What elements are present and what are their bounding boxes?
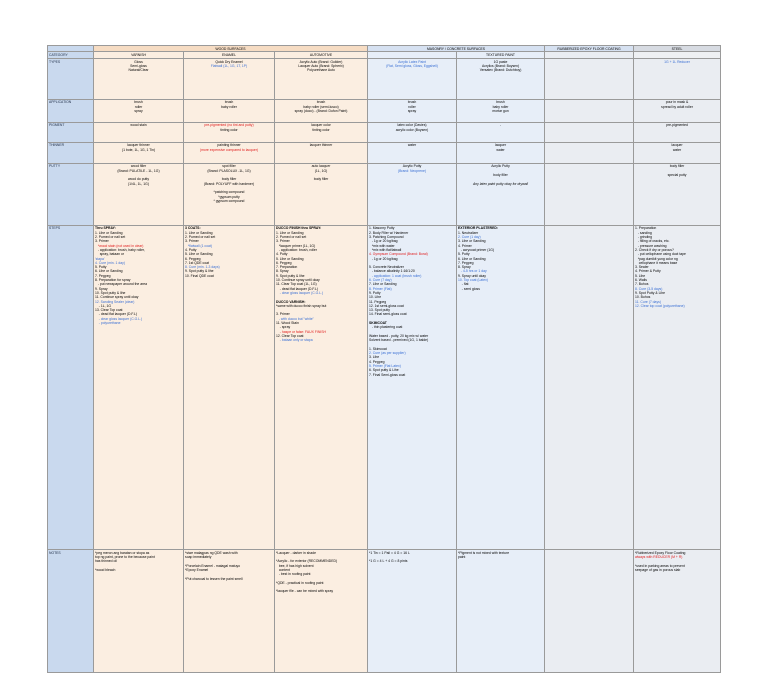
steps-heading: EXTERIOR PLASTERED: (458, 226, 498, 231)
step-line: 5. Putty (95, 265, 107, 270)
types-line: Acrylic Auto (Brand: Guilder) (299, 59, 343, 64)
category-cell (634, 52, 721, 59)
pigment-line: - (499, 123, 502, 128)
category-cell: VARNISH (94, 52, 184, 59)
step-line: 6. Lihe or Sanding (95, 269, 123, 274)
pigment-cell (545, 122, 634, 142)
steps-cell (275, 225, 368, 549)
step-line: 9. Spot putty & lihe (276, 273, 305, 278)
putty-line: (Brand: PLASOLUX -1L, 1G) (207, 168, 251, 173)
step-line: 2. Pumed or nail set (95, 235, 126, 240)
notes-line: *Lacquer - darker in shade (276, 550, 316, 555)
row-label-pigment: PIGMENT (48, 122, 94, 142)
types-line: Semi-gloss (130, 64, 147, 69)
step-line: 7. Pegpeg (95, 273, 111, 278)
step-line: 2. Cure (1 day) (458, 235, 481, 240)
step-line: 7. Lihe or Sanding (369, 282, 397, 287)
thinner-cell (457, 142, 545, 163)
types-line: 1G + 1L Reducer (664, 59, 690, 64)
thinner-line: lacquer thinner (127, 143, 150, 148)
application-line: brush (134, 100, 143, 105)
step-line: 4. Putty (185, 247, 197, 252)
step-line: - put cellophane using duct tape (635, 252, 686, 257)
step-line: 12. Sanding Sealer (clear) (95, 299, 135, 304)
step-line: - bataan only or stapa (276, 338, 313, 343)
step-line: 1. Lihe or Sanding (185, 230, 213, 235)
category-row (48, 52, 721, 59)
step-line: - flat (458, 282, 469, 287)
putty-line: *gypsum putty (218, 194, 240, 199)
step-line: 11. Pegpeg (369, 299, 387, 304)
step-line: 10. Continue spray until okay (276, 278, 320, 283)
step-line: 8. Cure (3-5 days) (635, 286, 663, 291)
putty-line: wood do putty (127, 177, 150, 182)
notes-line: *wood bleach (95, 567, 116, 572)
putty-cell (368, 163, 457, 225)
putty-line: Acrylic Putty (402, 164, 422, 169)
notes-line: - best in roofing paint (276, 572, 311, 577)
thinner-line: (more expensive compared to lacquer) (199, 147, 259, 152)
steps-row (48, 225, 721, 549)
types-line: Polyurethane Auto (307, 68, 335, 73)
step-line: 5. Concrete Neutralizer (369, 265, 404, 270)
putty-line: special putty (667, 173, 687, 178)
step-line: - grinding (635, 235, 652, 240)
step-line: - with ducco but "white" (276, 316, 314, 321)
step-line: - application: brush, roller (276, 247, 317, 252)
notes-cell (94, 550, 184, 672)
notes-line: seepage of gas in porous slab (635, 567, 681, 572)
notes-line: *1 G = 4 L + 4 G = 8 pints (369, 559, 408, 564)
putty-cell (634, 163, 721, 225)
putty-line: body filler (493, 173, 508, 178)
step-line: 13. Clear Top coat (95, 308, 123, 313)
row-label-application: APPLICATION (48, 99, 94, 122)
types-cell (634, 59, 721, 100)
notes-line: *Put charcoal to lessen the paint smell (185, 576, 243, 581)
pigment-cell (275, 122, 368, 142)
steps-cell (368, 225, 457, 549)
category-cell: TEXTURED PAINT (457, 52, 545, 59)
types-line: Versatex (Brand: Dutchboy) (479, 68, 522, 73)
step-line: 3. Primer (276, 312, 290, 317)
row-label-types: TYPES (48, 59, 94, 100)
step-line: 'stapa' (95, 256, 105, 261)
step-line: 10. Spot putty & lihe (95, 290, 126, 295)
thinner-line: water (496, 147, 505, 152)
notes-cell (184, 550, 275, 672)
group-steel: STEEL (634, 46, 721, 52)
notes-line: content (276, 567, 290, 572)
pigment-line: acrylic color (Boysen) (395, 127, 429, 132)
row-label-putty: PUTTY (48, 163, 94, 225)
application-line: spray (407, 109, 417, 114)
step-line: 5. Lihe or Sanding (185, 252, 213, 257)
step-line: *mix with water (369, 243, 395, 248)
application-cell (94, 99, 184, 122)
putty-line: (1L, 1G) (314, 168, 328, 173)
application-line: spray (134, 109, 143, 114)
step-line: - 4-5 hrs or 1 day (458, 269, 487, 274)
step-line: 7. Final Semi-gloss coat (369, 372, 406, 377)
step-line: 13. Spot putty (369, 308, 390, 313)
step-line: - dead flat lacquer (D.F.L) (95, 312, 138, 317)
step-line: DUCCO VARNISH: (276, 299, 306, 304)
application-line: spread by adult roller (661, 104, 693, 109)
step-line: 6. Pegpeg (185, 256, 201, 261)
group-masonry: MASONRY / CONCRETE SURFACES (368, 46, 545, 52)
types-cell (545, 59, 634, 100)
notes-cell (457, 550, 545, 672)
step-line: 11. Cure (7 days) (635, 299, 661, 304)
step-line: - pressure washing (635, 243, 667, 248)
step-line: 3. Lihe (369, 355, 380, 360)
step-line: 12. Clear top coat (polyurethane) (635, 303, 685, 308)
step-line: 12. 1st semi-gloss coat (369, 303, 404, 308)
notes-line: *lacquer file - can be mixed with spray (276, 589, 334, 594)
notes-line: *Rubberized Epoxy Floor Coating (635, 550, 686, 555)
notes-line: *Acrylic - for exterior (RECOMMENDED) (276, 559, 338, 564)
thinner-cell (545, 142, 634, 163)
step-line: 3. Patching Compound (369, 235, 404, 240)
row-label-category: CATEGORY (48, 52, 94, 59)
step-line: 2. Pumed or nail set (276, 235, 307, 240)
thinner-line: lacquer (671, 143, 683, 148)
step-line: cellophane it means base (635, 260, 678, 265)
notes-line: *siwe malagpas ng QDE wash with (185, 550, 238, 555)
step-line: - acrycoat primer (1G) (458, 247, 495, 252)
pigment-line: tinting color (312, 127, 330, 132)
application-line: brush (224, 100, 234, 105)
steps-heading: Thru SPRAY: (95, 226, 116, 231)
thinner-line: water (407, 143, 417, 148)
step-line: - filling of cracks, etc. (635, 239, 670, 244)
thinner-line: lacquer thinner (309, 143, 333, 148)
group-wood: WOOD SURFACES (94, 46, 368, 52)
notes-cell (275, 550, 368, 672)
application-line: brush (407, 100, 417, 105)
application-cell (545, 99, 634, 122)
step-line: 14. Final semi-gloss coat (369, 312, 407, 317)
putty-line: (Brand: POLYUFF with hardener) (203, 181, 255, 186)
step-line: *same with ducco finish spray but (276, 303, 327, 308)
row-label-notes: NOTES (48, 550, 94, 672)
application-cell (457, 99, 545, 122)
step-line: 9. Spray until okay (458, 273, 486, 278)
step-line: 4. Cure (min. 1 day) (95, 260, 125, 265)
step-line: - application: 1 coat (brush roller) (369, 273, 422, 278)
putty-row (48, 163, 721, 225)
steps-heading: DUCCO FINISH thru SPRAY: (276, 226, 322, 231)
step-line: - spray (276, 325, 291, 330)
step-line: 7. Pegpeg (458, 260, 474, 265)
pigment-cell (457, 122, 545, 142)
step-line: 4. Gympsum Compound (Brand: Boral) (369, 252, 428, 257)
category-cell (368, 52, 457, 59)
step-line: 4. Primer & Putty (635, 269, 661, 274)
step-line: 8. Cure (min. 1-3 days) (185, 265, 220, 270)
notes-cell (368, 550, 457, 672)
step-line: 9. Spot Putty & Lihe (635, 290, 665, 295)
step-line: - 1g or 20 kg/bag (369, 256, 398, 261)
step-line: 7. Preparation (276, 265, 298, 270)
putty-line: auto lacquer (311, 164, 331, 169)
application-cell (368, 99, 457, 122)
step-line: 5. Lihe (635, 273, 646, 278)
pigment-cell (184, 122, 275, 142)
putty-line: body filler (313, 177, 329, 182)
thinner-line: painting thinner (217, 143, 241, 148)
step-line: - clear gloss lacquer (C.G.L.) (95, 316, 143, 321)
application-line: brush (316, 100, 326, 105)
step-line: Solvent based - premixed (1G, 1 balde) (369, 338, 429, 343)
notes-row (48, 550, 721, 672)
types-cell (94, 59, 184, 100)
step-line: 8. Preparation for spray (95, 278, 131, 283)
step-line: - application: brush, baby roller, (95, 247, 145, 252)
step-line: 1. Preparation (635, 226, 657, 231)
putty-line: Any latex paint putty okay for drywall (473, 181, 529, 186)
step-line: - balance alkalinity 1:16/1:20 (369, 269, 415, 274)
application-line: roller (134, 104, 143, 109)
notes-line: soap immediately (185, 555, 212, 560)
steps-heading: 3 COATS: (185, 226, 201, 231)
notes-line: *Pigment is not mixed with texture (458, 550, 510, 555)
putty-cell (545, 163, 634, 225)
pigment-cell (94, 122, 184, 142)
notes-line: *1 Tin = 1 Pail = 4 G = 16 L (369, 550, 410, 555)
row-label-steps: STEPS (48, 225, 94, 549)
step-line: - put newspaper around the area (95, 282, 148, 287)
notes-line: always with REDUCER (M + R) (635, 555, 683, 560)
step-line: 11. Clear Top coat (1L, 1G) (276, 282, 317, 287)
pigment-cell (634, 122, 721, 142)
notes-line: paint (458, 555, 466, 560)
notes-line: *Epoxy Enamel (185, 567, 209, 572)
step-line: 1. Neutralizer (458, 230, 479, 235)
types-line: Acrylics (Brand: Boysen) (481, 64, 520, 69)
steps-cell (634, 225, 721, 549)
steps-cell (545, 225, 634, 549)
pigment-cell (368, 122, 457, 142)
step-line: spray, bataan or (95, 252, 124, 257)
putty-line: (1/4L, 1L, 1G) (128, 181, 149, 186)
step-line: 6. Cure (7 day) (369, 278, 392, 283)
pigment-line: wood stain (130, 123, 147, 128)
step-line: - polyurethane (95, 321, 121, 325)
application-line: spray (duco) - (Brand: Dufon Paint) (294, 109, 348, 114)
putty-cell (184, 163, 275, 225)
types-line: Natural/Clear (128, 68, 149, 73)
category-cell (545, 52, 634, 59)
types-line: Acrylic Latex Paint (398, 59, 426, 64)
step-line: 2. Body Filler w/ Hardener (369, 230, 409, 235)
application-cell (634, 99, 721, 122)
notes-line: *Porcelain Enamel - matagal matuyo (185, 563, 241, 568)
thinner-cell (275, 142, 368, 163)
category-cell: ENAMEL (184, 52, 275, 59)
spreadsheet (47, 45, 720, 673)
step-line: - clear gloss lacquer (C.G.L.) (276, 290, 324, 295)
step-line: 8. Spray (276, 269, 289, 274)
step-line: 9. Spray (95, 286, 108, 291)
step-line: 9. Putty (369, 290, 381, 295)
step-line: 1. Lihe or Sanding (276, 230, 304, 235)
step-line: 5. Putty (458, 252, 470, 257)
row-label-thinner: THINNER (48, 142, 94, 163)
notes-line: bee, if has high solvent (276, 563, 314, 568)
notes-cell (634, 550, 721, 672)
application-line: pour in mask & (665, 100, 689, 105)
step-line: 1. Lihe or Sanding (95, 230, 123, 235)
types-row (48, 59, 721, 100)
putty-line: (Brand: Neoprene) (397, 168, 427, 173)
step-line: 6. Pegpeg (276, 260, 292, 265)
types-line: Gloss (134, 59, 143, 64)
step-line: - thin plastering coat (369, 325, 403, 330)
thinner-cell (94, 142, 184, 163)
putty-line: body filler (669, 164, 685, 169)
types-cell (275, 59, 368, 100)
pigment-row (48, 122, 721, 142)
step-line: 1. Masonry Putty (369, 226, 395, 231)
thinner-line: water (672, 147, 682, 152)
application-line: baby roller (semi-lusco) (303, 104, 339, 109)
step-line: 10. Final QDE coat (185, 273, 214, 278)
application-cell (184, 99, 275, 122)
steps-cell (184, 225, 275, 549)
step-line: 3. Sealer (635, 265, 649, 270)
thinner-cell (368, 142, 457, 163)
notes-cell (545, 550, 634, 672)
step-line: 10. Top coat (Latex) (458, 278, 488, 283)
step-line: SKIMCOAT (369, 321, 387, 325)
notes-line: has thinned oil (95, 559, 117, 564)
types-line: 1G paste (493, 59, 508, 64)
steps-cell (94, 225, 184, 549)
step-line: 4. Primer (458, 243, 472, 248)
putty-line: wood filler (130, 164, 147, 169)
step-line: 11. Continue spray until okay (95, 295, 139, 300)
step-line: 9. Spot putty & lihe (185, 269, 214, 274)
application-row (48, 99, 721, 122)
types-line: (Flat, Semi gloss, Gloss, Eggshell) (386, 64, 438, 69)
step-line: - sanding (635, 230, 652, 235)
pigment-line: pre-pigmented (666, 123, 688, 128)
step-line: Water based - putty, 20 kg mix w/ water (369, 333, 429, 338)
putty-line: Acrylic Putty (491, 164, 510, 169)
thinner-line: (1 bote, 1L, 1G, 1 Tin) (122, 147, 155, 152)
step-line: - 1g or 20 kg/bag (369, 239, 398, 244)
putty-line: (Brand: PULATILE - 1L, 1G) (117, 168, 160, 173)
step-line: *wood stain (not used in clear) (95, 243, 144, 248)
pigment-line: lacquer color (311, 123, 331, 128)
application-line: roller (408, 104, 416, 109)
step-line: *lacquer primer (1L, 1G) (276, 243, 316, 248)
step-line: *pag dumikit yung color ng (635, 256, 678, 261)
step-line: 3. Primer (95, 239, 109, 244)
step-line: 5. Lihe or Sanding (276, 256, 304, 261)
step-line: 10. Lihe (369, 295, 382, 300)
step-line: 3. Primer (185, 239, 199, 244)
notes-line: *used in parking areas to prevent (635, 563, 685, 568)
types-line: Lacquer Auto (Brand: Spherix) (298, 64, 344, 69)
application-line: baby roller (221, 104, 237, 109)
step-line: - dead flat lacquer (D.F.L) (276, 286, 319, 291)
putty-cell (275, 163, 368, 225)
pigment-line: latex color (Davies) (397, 123, 427, 128)
step-line: - 1L, 1G (95, 303, 112, 308)
types-cell (457, 59, 545, 100)
putty-cell (457, 163, 545, 225)
application-line: baby roller (492, 104, 509, 109)
putty-line: *patching compound (213, 190, 245, 195)
step-line: 2. Check if dry or porous? (635, 247, 674, 252)
notes-line: top ng paint, prone to the because paint (95, 555, 155, 560)
step-line: 6. Spot putty & Lihe (369, 368, 399, 373)
step-line: 11. Wood Stain (276, 321, 299, 325)
application-line: mortar gun (492, 109, 509, 114)
step-line: 4. Putty (276, 252, 288, 257)
types-cell (368, 59, 457, 100)
group-epoxy: RUBBERIZED EPOXY FLOOR COATING (545, 46, 634, 52)
types-line: Flatwall (1L, 1G, 1T, 1P) (210, 64, 248, 69)
pigment-line: tinting color (220, 127, 238, 132)
application-line: brush (496, 100, 505, 105)
steps-cell (457, 225, 545, 549)
thinner-row (48, 142, 721, 163)
putty-line: spot filler (222, 164, 236, 169)
step-line: 2. Pumed or nail set (185, 235, 216, 240)
paint-reference-table (47, 45, 721, 673)
step-line: 10. Buhos (635, 295, 651, 300)
step-line: 7. 1st QDE coat (185, 260, 209, 265)
step-line: 3. Primer (276, 239, 290, 244)
putty-line: body filler (221, 177, 237, 182)
step-line: 1. Skimcoat (369, 346, 387, 351)
step-line: 6. Lihe or Sanding (458, 256, 486, 261)
step-line: 8. Primer (Flat) (369, 286, 392, 291)
step-line: 2. Cure (as per supplier) (369, 351, 406, 356)
step-line: 6. Walls (635, 278, 647, 283)
step-line: 4. Pegpeg (369, 359, 385, 364)
types-line: Quick Dry Enamel (215, 59, 243, 64)
pigment-line: pre-pigmented (no tint and putty) (204, 123, 254, 128)
notes-line: *peg meron ang baratan or stopa as (95, 550, 150, 555)
thinner-line: lacquer (494, 143, 507, 148)
putty-line: * gypsum compound (213, 198, 245, 203)
step-line: - semi gloss (458, 286, 480, 291)
notes-line: *QDE - practical in roofing paint (276, 580, 324, 585)
step-line: 12. Clear Top coat (276, 333, 304, 338)
putty-cell (94, 163, 184, 225)
thinner-cell (184, 142, 275, 163)
step-line: *flatwall (1 coat) (185, 243, 212, 248)
step-line: 8. Spray (458, 265, 471, 270)
step-line: *mix with flat/latwall (369, 247, 402, 252)
types-cell (184, 59, 275, 100)
step-line: 7. Buhos (635, 282, 649, 287)
step-line: 3. Lihe or Sanding (458, 239, 486, 244)
step-line: - haspe or false: FAUX FINISH (276, 329, 326, 334)
thinner-cell (634, 142, 721, 163)
step-line: 5. Primer (Flat Latex) (369, 363, 401, 368)
category-cell: AUTOMOTIVE (275, 52, 368, 59)
application-cell (275, 99, 368, 122)
